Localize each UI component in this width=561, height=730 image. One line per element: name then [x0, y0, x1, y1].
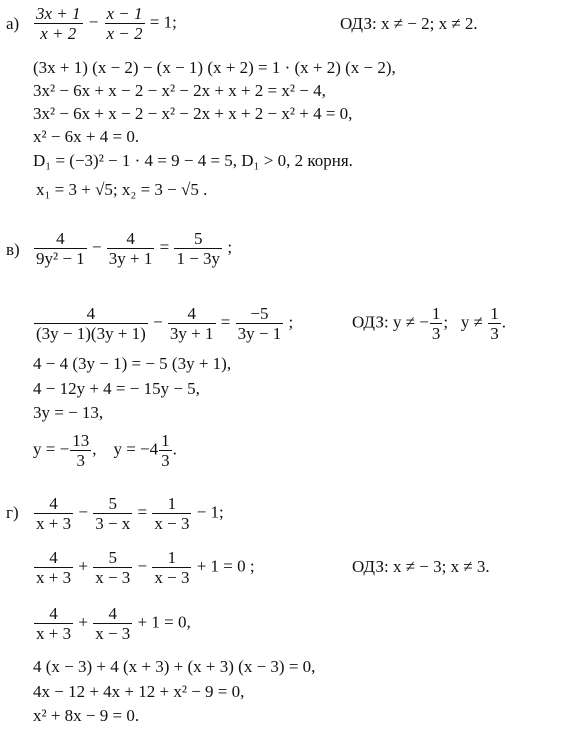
fraction: $\frac{4}{3y + 1}$ — [108, 229, 153, 268]
fraction: $\frac{4}{\text{9y² − 1}}$ — [36, 229, 85, 268]
part-a-line-3: 3x² − 6x + x − 2 − x² − 2x + x + 2 − x² + 4 = 0, — [33, 104, 353, 123]
fraction: $\frac{4}{x + 3}$ — [36, 548, 72, 587]
fraction: $\frac{1}{3}$ — [161, 431, 170, 470]
fraction: $\frac{5}{3 - x}$ — [95, 494, 131, 533]
fraction: $\frac{4}{(3y - 1)(3y + 1)}$ — [36, 304, 146, 343]
part-g-odz: ОДЗ: x ≠ − 3; x ≠ 3. — [352, 557, 490, 576]
fraction: $\frac{5}{x - 3}$ — [95, 548, 131, 587]
fraction: $\frac{x - 1}{x - 2}$ — [106, 4, 143, 43]
part-v-label: в) — [6, 240, 20, 259]
part-a-odz: ОДЗ: x ≠ − 2; x ≠ 2. — [340, 14, 478, 33]
fraction: $\frac{3x + 1}{x + 2}$ — [36, 4, 81, 43]
part-a-line-2: 3x² − 6x + x − 2 − x² − 2x + x + 2 = x² − 4, — [33, 81, 326, 100]
part-g-line-3: $\frac{4}{x + 3}$ + $\frac{4}{x - 3}$ + 1 = 0, — [36, 604, 191, 643]
fraction: $\frac{4}{x + 3}$ — [36, 604, 72, 643]
part-g-label: г) — [6, 503, 19, 522]
part-v-line-2: $\frac{4}{(3y - 1)(3y + 1)}$ − $\frac{4}{3y + 1}$ = $\frac{-5}{3y - 1}$ ; — [36, 304, 294, 343]
part-a-label: а) — [6, 14, 20, 33]
fraction: $\frac{5}{1 - 3y}$ — [176, 229, 221, 268]
part-g-equation: $\frac{4}{x + 3}$ − $\frac{5}{3 - x}$ = $\frac{1}{x - 3}$ − 1; — [36, 494, 224, 533]
fraction: $\frac{1}{3}$ — [431, 304, 441, 343]
part-v-line-5: 3y = − 13, — [33, 403, 104, 422]
fraction: $\frac{1}{x - 3}$ — [154, 548, 190, 587]
part-a-roots: x₁ = 3 + √5; x₂ = 3 − √5 . — [36, 180, 208, 199]
part-a-line-1: (3x + 1) (x − 2) − (x − 1) (x + 2) = 1 · (x + 2) (x − 2), — [33, 58, 396, 77]
part-a-equation: $\frac{3x + 1}{x + 2}$ − $\frac{x - 1}{x - 2}$ = 1; — [36, 4, 177, 43]
part-g-line-6: x² + 8x − 9 = 0. — [33, 706, 140, 725]
fraction: $\frac{-5}{3y - 1}$ — [237, 304, 282, 343]
part-v-line-3: 4 − 4 (3y − 1) = − 5 (3y + 1), — [33, 354, 232, 373]
fraction: $\frac{4}{3y + 1}$ — [169, 304, 214, 343]
part-v-answer: y = − $\frac{13}{3}$ , y = −4 $\frac{1}{3}$ . — [33, 431, 177, 470]
fraction: $\frac{1}{3}$ — [490, 304, 499, 343]
part-v-line-4: 4 − 12y + 4 = − 15y − 5, — [33, 379, 200, 398]
fraction: $\frac{13}{3}$ — [72, 431, 90, 470]
fraction: $\frac{4}{x + 3}$ — [36, 494, 72, 533]
part-a-line-4: x² − 6x + 4 = 0. — [33, 127, 140, 146]
part-g-line-4: 4 (x − 3) + 4 (x + 3) + (x + 3) (x − 3) = 0, — [33, 657, 316, 676]
fraction: $\frac{4}{x - 3}$ — [95, 604, 131, 643]
part-v-equation: $\frac{4}{\text{9y² − 1}}$ − $\frac{4}{3y + 1}$ = $\frac{5}{1 - 3y}$ ; — [36, 229, 233, 268]
part-g-line-2: $\frac{4}{x + 3}$ + $\frac{5}{x - 3}$ − $\frac{1}{x - 3}$ + 1 = 0 ; — [36, 548, 255, 587]
part-g-line-5: 4x − 12 + 4x + 12 + x² − 9 = 0, — [33, 682, 245, 701]
part-v-odz: ОДЗ: y ≠ − $\frac{1}{3}$ ; y ≠ $\frac{1}{3}$ . — [352, 304, 506, 343]
fraction: $\frac{1}{x - 3}$ — [154, 494, 190, 533]
part-a-line-5: D₁ = (−3)² − 1 · 4 = 9 − 4 = 5, D₁ > 0, 2 корня. — [33, 151, 353, 170]
